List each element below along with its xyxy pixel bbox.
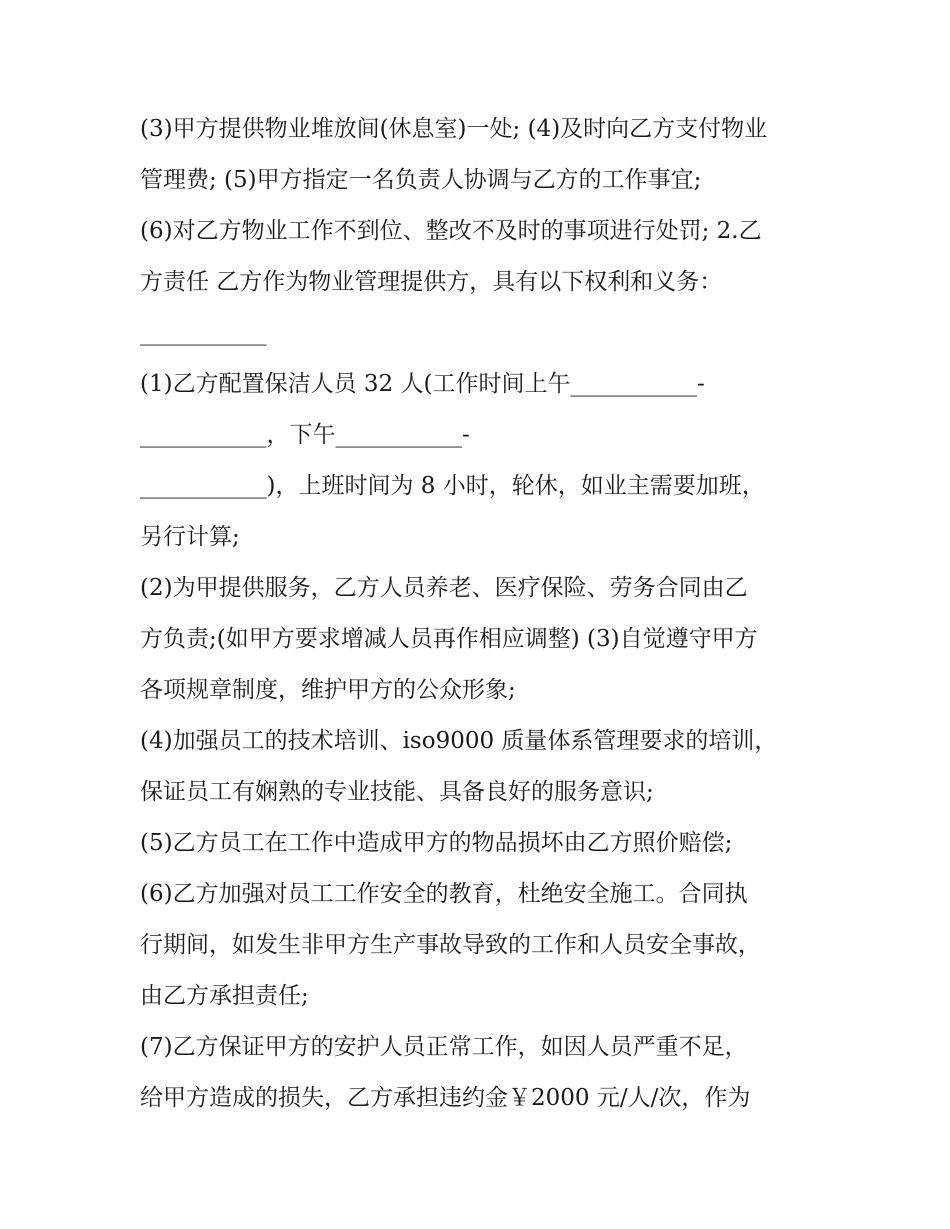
text-line: ___________，下午___________-	[140, 422, 470, 448]
text-line: (5)乙方员工在工作中造成甲方的物品损坏由乙方照价赔偿;	[140, 830, 733, 856]
text-line: (1)乙方配置保洁人员 32 人(工作时间上午___________-	[140, 371, 705, 397]
text-line: 管理费; (5)甲方指定一名负责人协调与乙方的工作事宜;	[140, 167, 702, 193]
text-line: 保证员工有娴熟的专业技能、具备良好的服务意识;	[140, 779, 654, 805]
text-line: (4)加强员工的技术培训、iso9000 质量体系管理要求的培训，	[140, 728, 778, 754]
text-line: (3)甲方提供物业堆放间(休息室)一处; (4)及时向乙方支付物业	[140, 116, 768, 142]
text-line: 各项规章制度，维护甲方的公众形象;	[140, 677, 516, 703]
text-line: 方责任 乙方作为物业管理提供方，具有以下权利和义务：	[140, 269, 723, 295]
text-line: 给甲方造成的损失，乙方承担违约金￥2000 元/人/次，作为	[140, 1085, 751, 1111]
text-line: 另行计算;	[140, 524, 240, 550]
text-line: (7)乙方保证甲方的安护人员正常工作，如因人员严重不足，	[140, 1034, 748, 1060]
blank-line: ___________	[140, 320, 267, 346]
text-line: 由乙方承担责任;	[140, 983, 309, 1009]
text-line: 行期间，如发生非甲方生产事故导致的工作和人员安全事故，	[140, 932, 761, 958]
text-line: ___________)，上班时间为 8 小时，轮休，如业主需要加班，	[140, 473, 765, 499]
text-line: (2)为甲提供服务，乙方人员养老、医疗保险、劳务合同由乙	[140, 575, 748, 601]
contract-text-body	[140, 104, 820, 1124]
text-line: (6)对乙方物业工作不到位、整改不及时的事项进行处罚; 2.乙	[140, 218, 762, 244]
text-line: 方负责;(如甲方要求增减人员再作相应调整) (3)自觉遵守甲方	[140, 626, 758, 652]
text-line: (6)乙方加强对员工工作安全的教育，杜绝安全施工。合同执	[140, 881, 748, 907]
